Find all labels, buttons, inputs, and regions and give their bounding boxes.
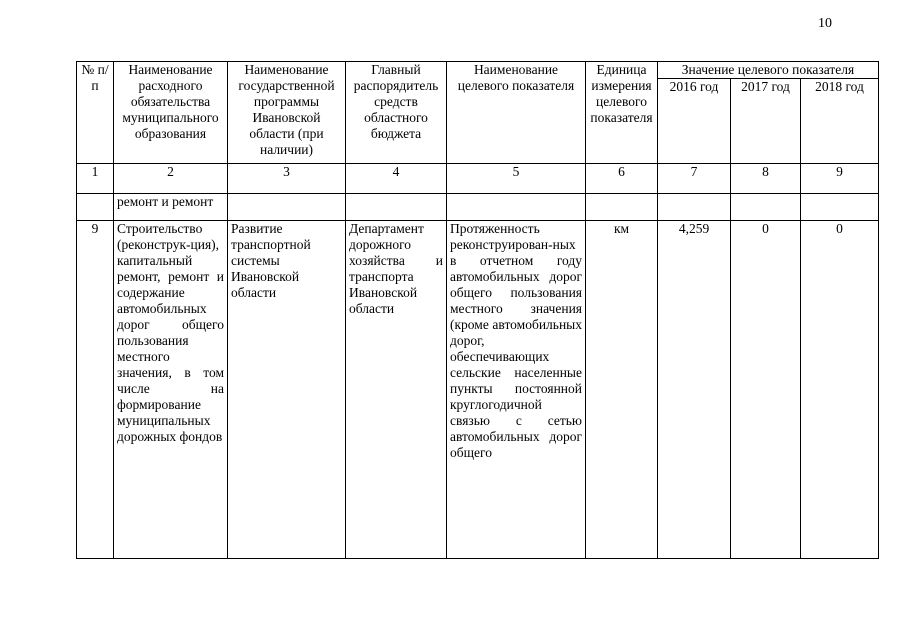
column-number: 1 — [77, 164, 114, 194]
table-cell — [658, 194, 731, 221]
table-cell — [586, 194, 658, 221]
header-year-2016: 2016 год — [658, 79, 731, 164]
column-number: 3 — [228, 164, 346, 194]
row-value-2016: 4,259 — [658, 221, 731, 559]
row-number: 9 — [77, 221, 114, 559]
header-obligation: Наименование расходного обязательства муниципального образования — [114, 62, 228, 164]
header-manager: Главный распорядитель средств областного бюджета — [346, 62, 447, 164]
table-cell — [346, 194, 447, 221]
row-value-2018: 0 — [801, 221, 879, 559]
page-number: 10 — [818, 16, 832, 31]
row-value-2017: 0 — [731, 221, 801, 559]
table-cell — [77, 194, 114, 221]
header-indicator: Наименование целевого показателя — [447, 62, 586, 164]
continuation-text: ремонт и ремонт — [114, 194, 228, 221]
column-number: 7 — [658, 164, 731, 194]
row-manager: Департамент дорожного хозяйства и транспорта Ивановской области — [346, 221, 447, 559]
column-number: 9 — [801, 164, 879, 194]
column-number: 2 — [114, 164, 228, 194]
column-number: 5 — [447, 164, 586, 194]
table-cell — [731, 194, 801, 221]
header-year-2018: 2018 год — [801, 79, 879, 164]
column-number: 6 — [586, 164, 658, 194]
row-program: Развитие транспортной системы Ивановской области — [228, 221, 346, 559]
header-year-2017: 2017 год — [731, 79, 801, 164]
header-num: № п/п — [77, 62, 114, 164]
column-number: 4 — [346, 164, 447, 194]
target-indicators-table — [76, 61, 879, 559]
column-number: 8 — [731, 164, 801, 194]
header-target-value: Значение целевого показателя — [658, 62, 879, 79]
table-cell — [228, 194, 346, 221]
row-unit: км — [586, 221, 658, 559]
row-indicator: Протяженность реконструирован-ных в отчетном году автомобильных дорог общего пользования местного значения (кроме автомобильных дорог, обеспечивающих сельские населенные пункты постоянной круглогодичной связью с сетью автомобильных дорог общего — [447, 221, 586, 559]
table-cell — [801, 194, 879, 221]
header-program: Наименование государственной программы Ивановской области (при наличии) — [228, 62, 346, 164]
row-obligation: Строительство (реконструк-ция), капитальный ремонт, ремонт и содержание автомобильных дорог общего пользования местного значения, в том числе на формирование муниципальных дорожных фондов — [114, 221, 228, 559]
table-cell — [447, 194, 586, 221]
header-unit: Единица измерения целевого показателя — [586, 62, 658, 164]
